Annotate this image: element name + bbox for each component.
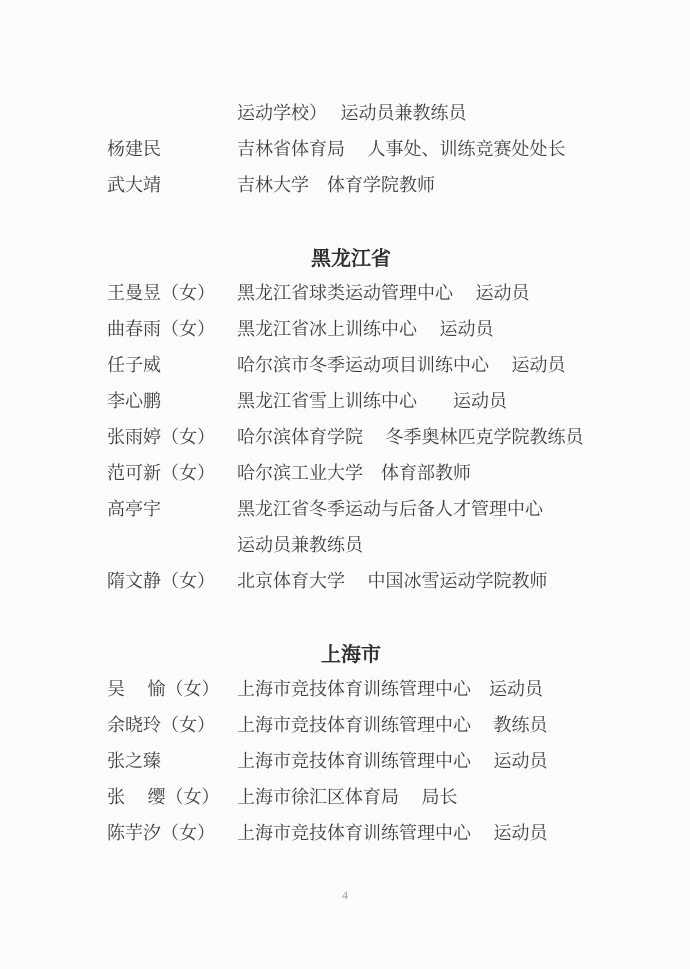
roster-row [0, 814, 690, 850]
person-affiliation: 上海市徐汇区体育局 局长 [237, 787, 458, 807]
person-affiliation: 上海市竞技体育训练管理中心 运动员 [237, 679, 543, 699]
person-affiliation: 上海市竞技体育训练管理中心 运动员 [237, 751, 548, 771]
person-affiliation: 哈尔滨工业大学 体育部教师 [237, 463, 471, 483]
person-name: 高亭宇 [107, 499, 161, 519]
person-name: 杨建民 [107, 139, 161, 159]
roster-row [0, 562, 690, 598]
person-affiliation: 吉林大学 体育学院教师 [237, 175, 435, 195]
roster-row [0, 346, 690, 382]
person-name: 张 缨（女） [107, 787, 220, 807]
person-name: 范可新（女） [107, 463, 215, 483]
roster-row [0, 706, 690, 742]
person-affiliation: 上海市竞技体育训练管理中心 运动员 [237, 823, 548, 843]
person-name: 隋文静（女） [107, 571, 215, 591]
person-affiliation: 运动学校） 运动员兼教练员 [237, 103, 467, 123]
person-name: 王曼昱（女） [107, 283, 215, 303]
person-affiliation: 黑龙江省冰上训练中心 运动员 [237, 319, 494, 339]
section-header-shanghai: 上海市 [321, 643, 381, 666]
person-name: 陈芋汐（女） [107, 823, 215, 843]
person-affiliation: 北京体育大学 中国冰雪运动学院教师 [237, 571, 548, 591]
section-header-heilongjiang: 黑龙江省 [311, 247, 391, 270]
person-affiliation: 黑龙江省球类运动管理中心 运动员 [237, 283, 530, 303]
roster-row [0, 382, 690, 418]
person-affiliation: 吉林省体育局 人事处、训练竞赛处处长 [237, 139, 566, 159]
roster-row [0, 166, 690, 202]
person-affiliation: 运动员兼教练员 [237, 535, 363, 555]
roster-row [0, 94, 690, 130]
roster-row-continuation [0, 526, 690, 562]
person-name: 余晓玲（女） [107, 715, 215, 735]
person-affiliation: 黑龙江省雪上训练中心 运动员 [237, 391, 507, 411]
section-gap [0, 598, 690, 634]
person-name: 任子威 [107, 355, 161, 375]
roster-row [0, 670, 690, 706]
roster-row [0, 490, 690, 526]
person-name: 武大靖 [107, 175, 161, 195]
roster-row [0, 418, 690, 454]
roster-row [0, 454, 690, 490]
person-affiliation: 上海市竞技体育训练管理中心 教练员 [237, 715, 548, 735]
roster-content [0, 94, 690, 850]
person-name: 李心鹏 [107, 391, 161, 411]
roster-row [0, 310, 690, 346]
roster-row [0, 130, 690, 166]
section-gap [0, 202, 690, 238]
roster-row [0, 274, 690, 310]
person-name: 张雨婷（女） [107, 427, 215, 447]
person-name: 吴 愉（女） [107, 679, 220, 699]
person-affiliation: 哈尔滨市冬季运动项目训练中心 运动员 [237, 355, 566, 375]
roster-row [0, 742, 690, 778]
roster-row [0, 778, 690, 814]
person-affiliation: 哈尔滨体育学院 冬季奥林匹克学院教练员 [237, 427, 584, 447]
person-affiliation: 黑龙江省冬季运动与后备人才管理中心 [237, 499, 543, 519]
person-name: 张之臻 [107, 751, 161, 771]
page-number: 4 [342, 888, 348, 902]
person-name: 曲春雨（女） [107, 319, 215, 339]
